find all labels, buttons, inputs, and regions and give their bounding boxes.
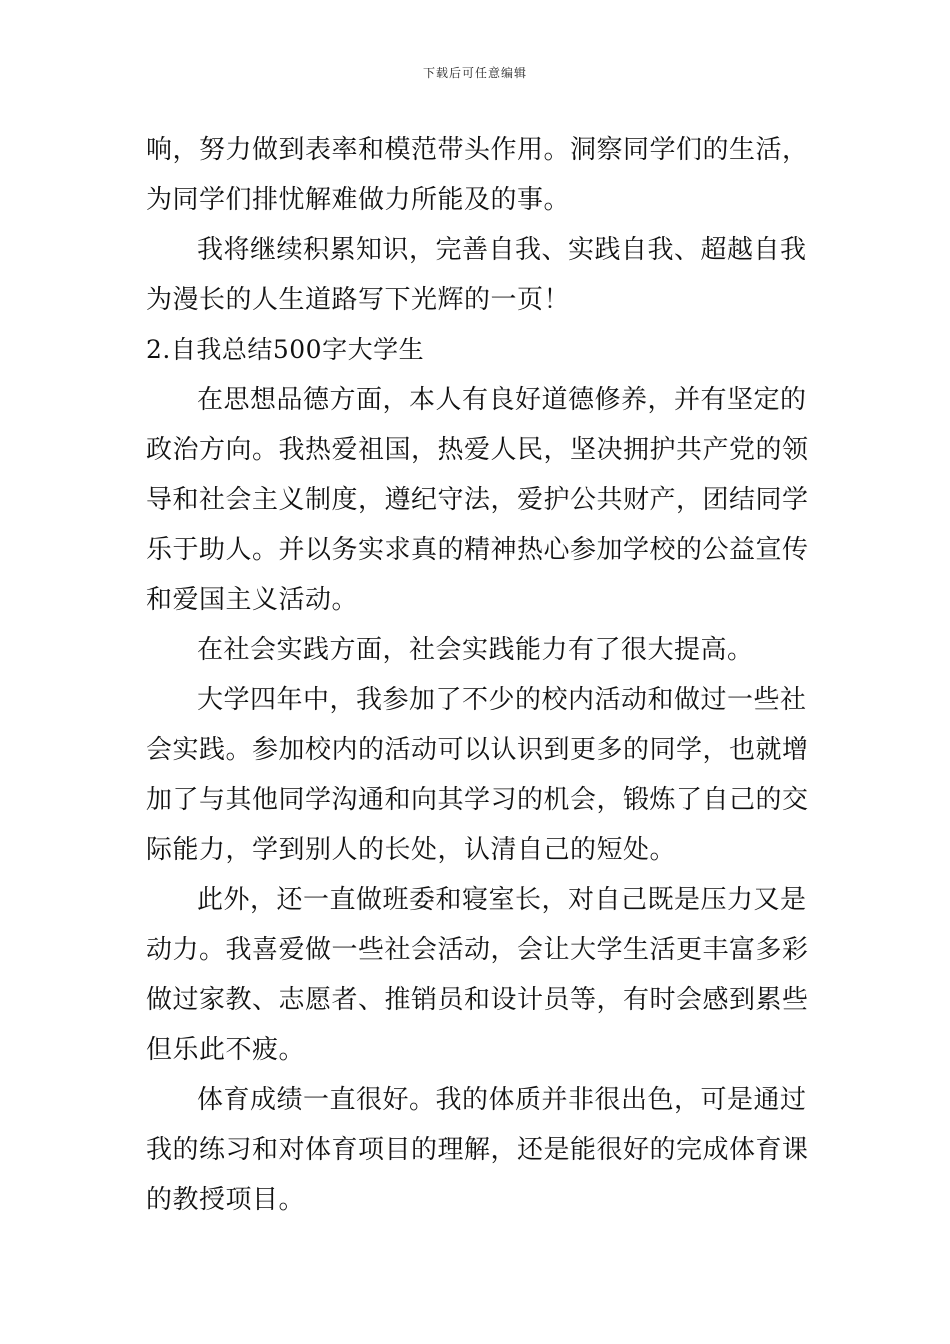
text-line: 我的练习和对体育项目的理解，还是能很好的完成体育课 [146,1135,809,1165]
text-line: 我将继续积累知识，完善自我、实践自我、超越自我 [197,235,807,265]
text-line: 为漫长的人生道路写下光辉的一页！ [146,285,571,315]
text-line: 的教授项目。 [146,1185,306,1215]
text-line: 响，努力做到表率和模范带头作用。洞察同学们的生活， [146,135,809,165]
text-line: 在社会实践方面，社会实践能力有了很大提高。 [197,635,754,665]
text-line: 体育成绩一直很好。我的体质并非很出色，可是通过 [197,1085,807,1115]
text-line: 在思想品德方面，本人有良好道德修养，并有坚定的 [197,385,807,415]
text-line: 乐于助人。并以务实求真的精神热心参加学校的公益宣传 [146,535,809,565]
text-line: 动力。我喜爱做一些社会活动，会让大学生活更丰富多彩 [146,935,809,965]
text-line: 际能力，学到别人的长处，认清自己的短处。 [146,835,677,865]
text-line: 政治方向。我热爱祖国，热爱人民，坚决拥护共产党的领 [146,435,809,465]
text-line: 和爱国主义活动。 [146,585,359,615]
section-heading: 2.自我总结500字大学生 [146,335,425,364]
text-line: 但乐此不疲。 [146,1035,306,1065]
text-line: 为同学们排忧解难做力所能及的事。 [146,185,571,215]
text-line: 会实践。参加校内的活动可以认识到更多的同学，也就增 [146,735,809,765]
text-line: 大学四年中，我参加了不少的校内活动和做过一些社 [197,685,807,715]
text-line: 做过家教、志愿者、推销员和设计员等，有时会感到累些 [146,985,809,1015]
text-line: 此外，还一直做班委和寝室长，对自己既是压力又是 [197,885,807,915]
page-header: 下载后可任意编辑 [422,66,527,80]
text-line: 导和社会主义制度，遵纪守法，爱护公共财产，团结同学 [146,485,809,515]
text-line: 加了与其他同学沟通和向其学习的机会，锻炼了自己的交 [146,785,809,815]
